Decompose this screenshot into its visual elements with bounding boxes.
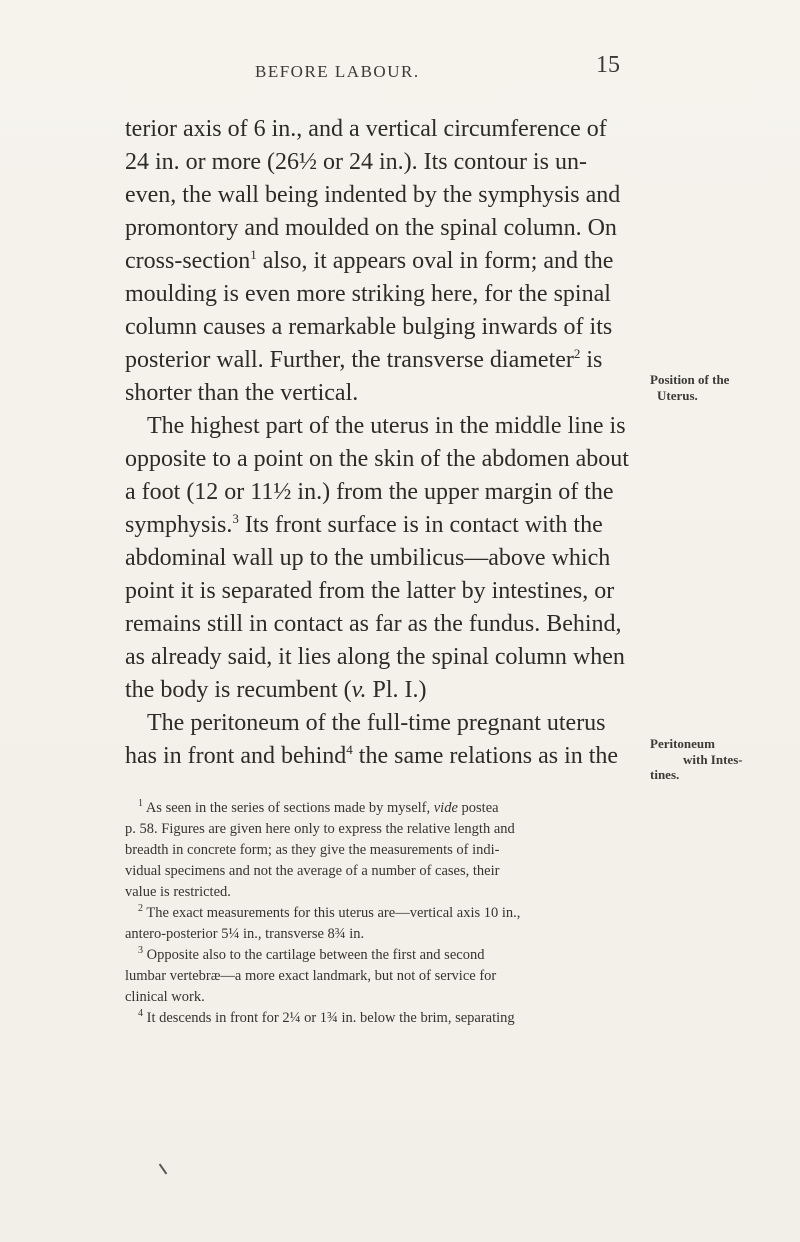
text-line: opposite to a point on the skin of the abdomen about <box>125 446 629 472</box>
text-line: moulding is even more striking here, for the spinal <box>125 281 611 307</box>
text-line: shorter than the vertical. <box>125 380 359 406</box>
text-line: cross-section$^1$ also, it appears oval in form; and the <box>125 247 614 274</box>
footnote-line: breadth in concrete form; as they give the measurements of indi- <box>125 842 500 858</box>
page-number: 15 <box>596 52 620 78</box>
text-line: column causes a remarkable bulging inwards of its <box>125 314 613 340</box>
text-line: even, the wall being indented by the symphysis and <box>125 182 621 208</box>
text-line: The highest part of the uterus in the middle line is <box>147 413 626 439</box>
footnote-ref: 3 <box>232 511 239 526</box>
text-line: abdominal wall up to the umbilicus—above which <box>125 545 611 571</box>
text-line: symphysis.$^3$ Its front surface is in contact with the <box>125 511 603 538</box>
text-line: promontory and moulded on the spinal column. On <box>125 215 617 241</box>
footnote-2: $^2$ The exact measurements for this uterus are—vertical axis 10 in., <box>138 903 521 921</box>
footnote-line: p. 58. Figures are given here only to express the relative length and <box>125 821 515 837</box>
text-line: the body is recumbent (v. Pl. I.) <box>125 677 427 703</box>
ink-mark <box>159 1164 168 1175</box>
text-line: The peritoneum of the full-time pregnant uterus <box>147 710 606 736</box>
text-line: point it is separated from the latter by intestines, or <box>125 578 615 604</box>
margin-note-peritoneum: tines. <box>650 767 680 782</box>
footnote-line: clinical work. <box>125 989 205 1005</box>
text-line: remains still in contact as far as the fundus. Behind, <box>125 611 622 637</box>
text-line: posterior wall. Further, the transverse diameter$^2$ is <box>125 346 603 373</box>
footnote-3: $^3$ Opposite also to the cartilage between the first and second <box>138 945 485 963</box>
footnote-line: antero-posterior 5¼ in., transverse 8¾ in. <box>125 926 365 942</box>
margin-note-peritoneum: Peritoneum <box>650 736 715 751</box>
text-line: terior axis of 6 in., and a vertical circumference of <box>125 116 607 142</box>
margin-note-position: Position of the <box>650 372 730 387</box>
footnote-ref: 1 <box>250 247 257 262</box>
text-line: 24 in. or more (26½ or 24 in.). Its contour is un- <box>125 149 587 175</box>
text-line: a foot (12 or 11½ in.) from the upper margin of the <box>125 479 614 505</box>
running-head: BEFORE LABOUR. <box>255 62 420 81</box>
footnote-1: $^1$ As seen in the series of sections made by myself, vide postea <box>138 798 499 816</box>
footnote-line: value is restricted. <box>125 884 231 900</box>
footnote-ref: 4 <box>346 742 353 757</box>
footnote-line: lumbar vertebræ—a more exact landmark, but not of service for <box>125 968 497 984</box>
footnote-line: vidual specimens and not the average of a number of cases, their <box>125 863 500 879</box>
footnote-ref: 2 <box>573 346 581 361</box>
footnote-4: $^4$ It descends in front for 2¼ or 1¾ in. below the brim, separating <box>138 1008 515 1026</box>
text-line: has in front and behind$^4$ the same relations as in the <box>125 742 619 769</box>
margin-note-position: Uterus. <box>657 388 698 403</box>
text-line: as already said, it lies along the spinal column when <box>125 644 625 670</box>
margin-note-peritoneum: with Intes- <box>683 752 743 767</box>
